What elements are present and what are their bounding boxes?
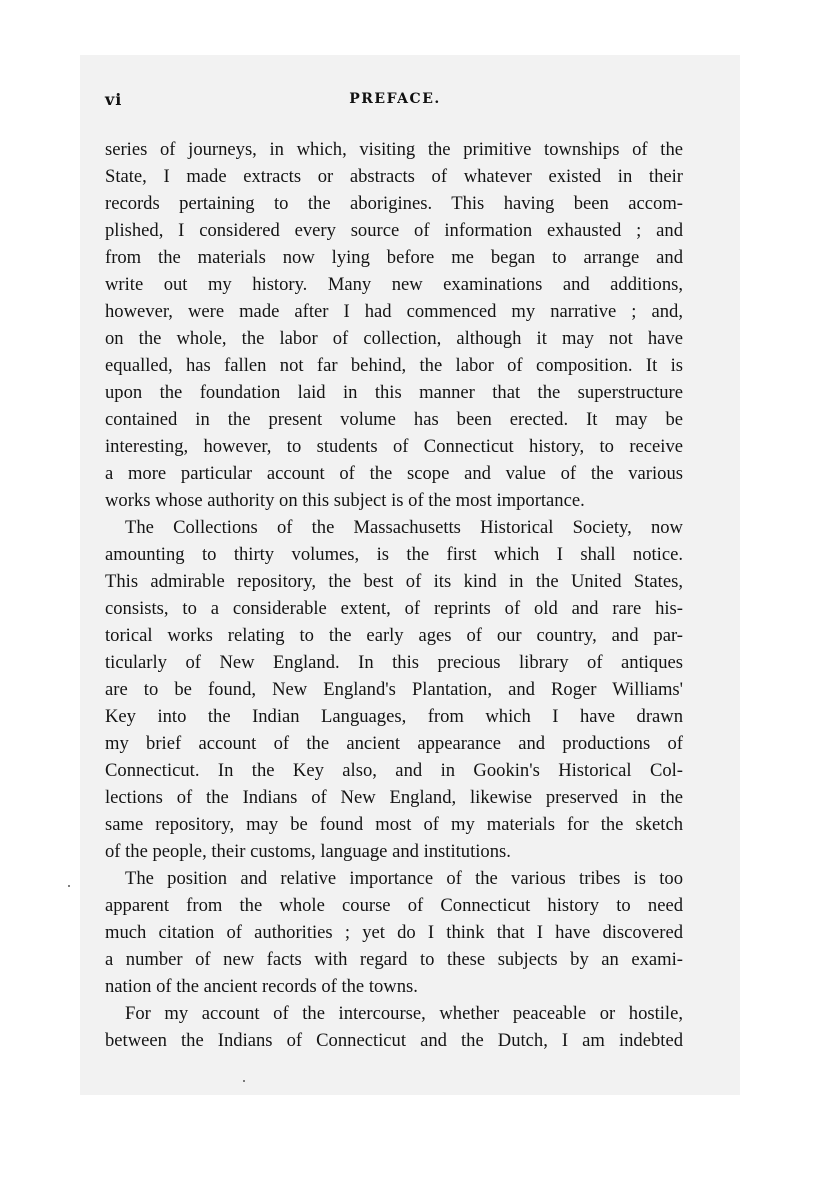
text-line: however, were made after I had commenced my narrative ; and, bbox=[105, 301, 683, 322]
text-line: State, I made extracts or abstracts of whatever existed in their bbox=[105, 166, 683, 187]
text-line: plished, I considered every source of information exhausted ; and bbox=[105, 220, 683, 241]
running-head: PREFACE. bbox=[349, 91, 441, 107]
text-line: same repository, may be found most of my materials for the sketch bbox=[105, 814, 683, 835]
body-text bbox=[105, 136, 683, 1054]
text-line: Connecticut. In the Key also, and in Gookin's Historical Col- bbox=[105, 760, 683, 781]
text-line: a number of new facts with regard to these subjects by an exami- bbox=[105, 949, 683, 970]
text-line: amounting to thirty volumes, is the first which I shall notice. bbox=[105, 544, 683, 565]
text-line: The Collections of the Massachusetts Historical Society, now bbox=[125, 517, 683, 538]
text-line: interesting, however, to students of Connecticut history, to receive bbox=[105, 436, 683, 457]
text-line: much citation of authorities ; yet do I think that I have discovered bbox=[105, 922, 683, 943]
text-line: consists, to a considerable extent, of reprints of old and rare his- bbox=[105, 598, 683, 619]
text-line: from the materials now lying before me began to arrange and bbox=[105, 247, 683, 268]
text-line: ticularly of New England. In this precious library of antiques bbox=[105, 652, 683, 673]
text-line: on the whole, the labor of collection, although it may not have bbox=[105, 328, 683, 349]
text-line: The position and relative importance of the various tribes is too bbox=[125, 868, 683, 889]
text-line: my brief account of the ancient appearance and productions of bbox=[105, 733, 683, 754]
text-line: between the Indians of Connecticut and the Dutch, I am indebted bbox=[105, 1030, 683, 1051]
text-line: contained in the present volume has been erected. It may be bbox=[105, 409, 683, 430]
text-line: This admirable repository, the best of its kind in the United States, bbox=[105, 571, 683, 592]
text-line: nation of the ancient records of the towns. bbox=[105, 976, 418, 997]
text-line: of the people, their customs, language and institutions. bbox=[105, 841, 511, 862]
page-number: vi bbox=[105, 90, 123, 109]
text-line: are to be found, New England's Plantation, and Roger Williams' bbox=[105, 679, 683, 700]
text-line: write out my history. Many new examinations and additions, bbox=[105, 274, 683, 295]
text-line: torical works relating to the early ages of our country, and par- bbox=[105, 625, 683, 646]
text-line: records pertaining to the aborigines. This having been accom- bbox=[105, 193, 683, 214]
text-line: lections of the Indians of New England, likewise preserved in the bbox=[105, 787, 683, 808]
text-line: equalled, has fallen not far behind, the labor of composition. It is bbox=[105, 355, 683, 376]
text-line: a more particular account of the scope and value of the various bbox=[105, 463, 683, 484]
text-line: series of journeys, in which, visiting the primitive townships of the bbox=[105, 139, 683, 160]
text-line: works whose authority on this subject is of the most importance. bbox=[105, 490, 585, 511]
text-line: upon the foundation laid in this manner that the superstructure bbox=[105, 382, 683, 403]
scan-speck bbox=[243, 1080, 245, 1082]
text-line: Key into the Indian Languages, from which I have drawn bbox=[105, 706, 683, 727]
text-line: apparent from the whole course of Connecticut history to need bbox=[105, 895, 683, 916]
text-line: For my account of the intercourse, whether peaceable or hostile, bbox=[125, 1003, 683, 1024]
page-header bbox=[105, 90, 685, 116]
scan-speck bbox=[68, 885, 70, 887]
